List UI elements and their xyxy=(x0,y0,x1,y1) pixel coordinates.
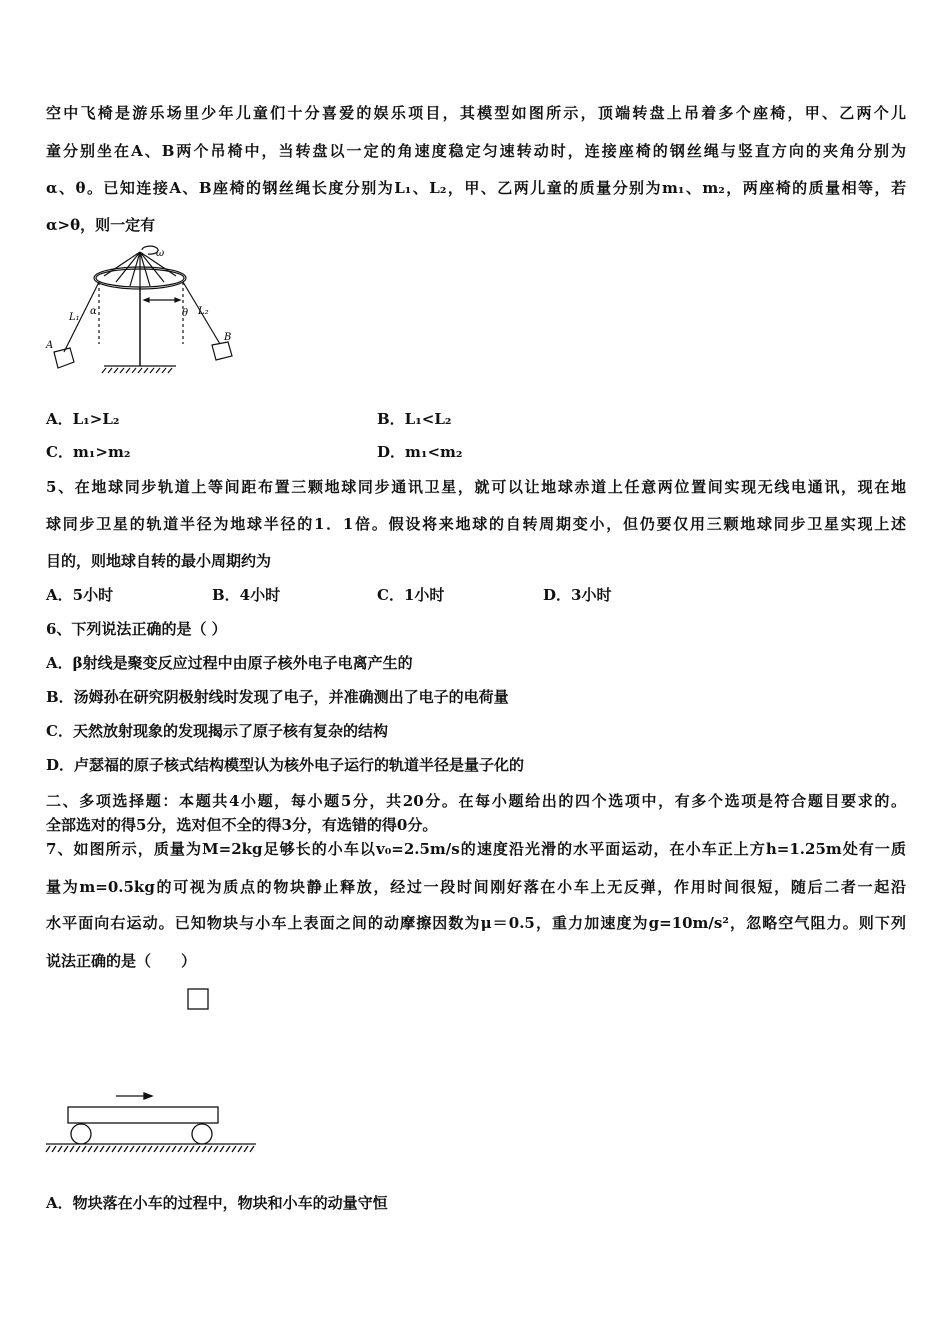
q6-option-d: D．卢瑟福的原子核式结构模型认为核外电子运行的轨道半径是量子化的 xyxy=(46,756,525,774)
q5-option-b: B．4小时 xyxy=(212,586,281,604)
q4-line-1: 空中飞椅是游乐场里少年儿童们十分喜爱的娱乐项目，其模型如图所示，顶端转盘上吊着多个座椅，甲、乙两个儿 xyxy=(46,104,906,122)
q6-option-b: B．汤姆孙在研究阴极射线时发现了电子，并准确测出了电子的电荷量 xyxy=(46,688,509,706)
q7-line-2: 量为m=0.5kg的可视为质点的物块静止释放，经过一段时间刚好落在小车上无反弹，作用时间很短，随后二者一起沿 xyxy=(46,878,906,896)
theta-label: θ xyxy=(182,308,189,319)
q7-line-1: 7、如图所示，质量为M=2kg足够长的小车以v₀=2.5m/s的速度沿光滑的水平面运动，在小车正上方h=1.25m处有一质 xyxy=(46,840,906,858)
omega-label: ω xyxy=(156,248,165,259)
q5-line-3: 目的，则地球自转的最小周期约为 xyxy=(46,552,272,570)
q4-line-4: α>θ，则一定有 xyxy=(46,216,156,234)
q5-option-d: D．3小时 xyxy=(543,586,612,604)
q7-line-4: 说法正确的是（ ） xyxy=(46,952,197,970)
q4-option-a: A．L₁>L₂ xyxy=(46,410,120,428)
cart-figure xyxy=(44,986,264,1158)
q4-option-c: C．m₁>m₂ xyxy=(46,443,131,461)
q4-line-2: 童分别坐在A、B两个吊椅中，当转盘以一定的角速度稳定匀速转动时，连接座椅的钢丝绳与竖直方向的夹角分别为 xyxy=(46,142,906,160)
q7-option-a: A．物块落在小车的过程中，物块和小车的动量守恒 xyxy=(46,1194,388,1212)
l2-label: L₂ xyxy=(198,306,209,317)
alpha-label: α xyxy=(90,306,97,317)
q4-line-3: α、θ。已知连接A、B座椅的钢丝绳长度分别为L₁、L₂，甲、乙两儿童的质量分别为m₁、m₂，两座椅的质量相等，若 xyxy=(46,179,906,197)
chair-a-label: A xyxy=(46,340,54,351)
q6-stem: 6、下列说法正确的是（ ） xyxy=(46,620,227,638)
cart-body xyxy=(68,1107,218,1123)
q7-line-3: 水平面向右运动。已知物块与小车上表面之间的动摩擦因数为μ＝0.5，重力加速度为g=10m/s²，忽略空气阻力。则下列 xyxy=(46,914,906,932)
q5-line-1: 5、在地球同步轨道上等间距布置三颗地球同步通讯卫星，就可以让地球赤道上任意两位置间实现无线电通讯，现在地 xyxy=(46,478,906,496)
l1-label: L₁ xyxy=(69,312,80,323)
chair-b-label: B xyxy=(224,332,232,343)
q6-option-c: C．天然放射现象的发现揭示了原子核有复杂的结构 xyxy=(46,722,388,740)
q4-option-b: B．L₁<L₂ xyxy=(377,410,452,428)
section2-line-2: 全部选对的得5分，选对但不全的得3分，有选错的得0分。 xyxy=(46,816,438,834)
flying-chair-figure xyxy=(44,244,244,379)
block xyxy=(188,989,208,1009)
q5-line-2: 球同步卫星的轨道半径为地球半径的1．1倍。假设将来地球的自转周期变小，但仍要仅用三颗地球同步卫星实现上述 xyxy=(46,515,906,533)
q5-option-a: A．5小时 xyxy=(46,586,114,604)
cart-wheel-right xyxy=(192,1124,212,1144)
q4-option-d: D．m₁<m₂ xyxy=(377,443,463,461)
section2-line-1: 二、多项选择题：本题共4小题，每小题5分，共20分。在每小题给出的四个选项中，有多个选项是符合题目要求的。 xyxy=(46,792,906,810)
cart-wheel-left xyxy=(71,1124,91,1144)
q5-option-c: C．1小时 xyxy=(377,586,445,604)
q6-option-a: A．β射线是聚变反应过程中由原子核外电子电离产生的 xyxy=(46,654,413,672)
